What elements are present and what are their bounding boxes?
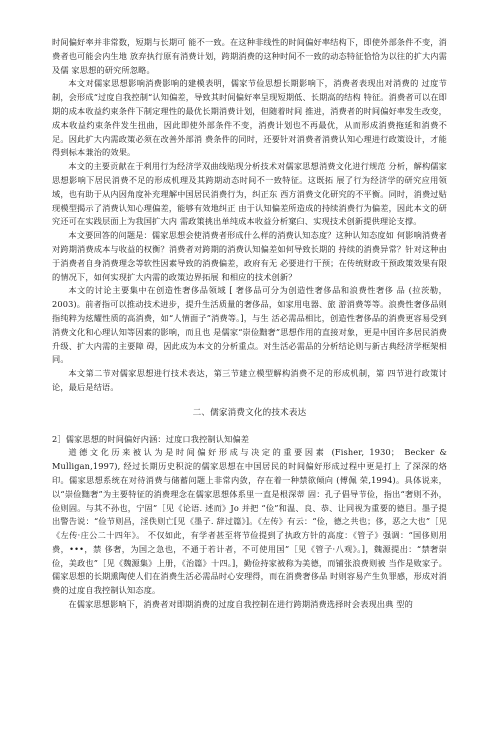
intro-paragraph-1: 本文对儒家思想影响消费影响的建模表明，儒家节俭思想长期影响下，消费者表现出对消费的 过度节制，会形成“过度自我控制“认知偏差，导致其时间偏好率呈现短期低、长期高的结构 特征。消费者可以在即期的成本收益约束条件下制定理性的最优长期消费计划，但随着时间 推进，消费者的时间偏好率发生改变，成本收益约束条件发生扭曲，因此即使外部条件不变，消费计划也不再最优，从而形成消费拖延和消费不足。因此扩大内需政策必须在改善外部消 费条件的同时，还要针对消费者消费认知心理进行政策设计，才能得到标本兼治的效果。 xyxy=(52,78,447,158)
intro-paragraph-3: 本文要回答的问题是：儒家思想会使消费者形成什么样的消费认知态度？这种认知态度如 何影响消费者对跨期消费成本与收益的权衡？消费者对跨期的消费认知偏差如何导致长期的 持续的消费异常？针对这种由于消费者自身消费理念等软性因素导致的消费偏差，政府有无 必要进行干预；在传统财政干预政策效果有限的情况下，如何实现扩大内需的政策边界拓展 和相应的技术创新？ xyxy=(52,230,447,282)
intro-paragraph-0: 时间偏好率并非常数，短期与长期可 能不一致。在这种非线性的时间偏好率结构下，即使外部条件不变，消费者也可能会内生地 放弃执行原有消费计划，跨期消费的这种时间不一致的动态特征恰恰为以往的扩大内需及儒 家思想的研究所忽略。 xyxy=(52,37,447,75)
section-title: 二、儒家消费文化的技术表达 xyxy=(192,407,307,418)
document-page xyxy=(52,36,447,612)
final-paragraph: 在儒家思想影响下，消费者对即期消费的过度自我控制在进行跨期消费选择时会表现出典 型的 xyxy=(68,599,413,610)
body-paragraph-0: 道德文化历来被认为是时间偏好形成与决定的重要因素 (Fisher, 1930； Becker & Mulligan,1997), 经过长期历史积淀的儒家思想在中国居民的时间偏好形成过程中更是打上 了深深的烙印。儒家思想系统在对待消费与储蓄问题上非常内敛，存在着一种禁欲倾向 (傅佩 荣,1994)。具体说来，以“崇俭黜奢”为主要特征的消费理念在儒家思想体系里一直是根深蒂 固：孔子倡导节俭，指出“奢则不孙，俭则固。与其不孙也，宁固”［见《论语. 述而》Jo 并把 “俭”和温、良、恭、让同视为重要的德目。墨子提出警告说：“俭节则昌，淫佚则亡[见《墨子. 辞过篇》]。《左传》有云：“俭，德之共也；侈，恶之大也”［见《左传·庄公二十四年》。 不仅如此，有学者甚至将节俭提到了执政方针的高度：《管子》强调：“国侈则用费，•••，禁 侈奢，为国之急也，不通于若计者，不可使用国”［见《管子·八观》。]，魏源提出：“禁奢崇 俭，美政也”［见《魏源集》上册，《治篇》十四。]，勤俭持家被称为美德，而铺张浪费则被 当作是败家子。儒家思想的长期熏陶使人们在消费生活必需品时心安理得，而在消费奢侈品 时则容易产生负罪感，形成对消费的过度自我控制认知态度。 xyxy=(52,447,447,596)
intro-paragraph-4: 本文的讨论主要集中在创造性奢侈品领域 [ 奢侈品可分为创造性奢侈品和浪费性奢侈 品 (拉茨勒，2003)。前者指可以推动技术进步，提升生活质量的奢侈品，如家用电器、旅 游消费等等。浪费性奢侈品则指纯粹为炫耀性质的高消费，如“人情面子”消费等。]，与生 活必需品相比，创造性奢侈品的消费更容易受到消费文化和心理认知等因素的影响，而且也 是儒家“崇俭黜奢”思想作用的直接对象，更是中国许多居民消费升级、扩大内需的主要障 碍，因此成为本文的分析重点。对生活必需品的分析结论则与新古典经济学框架相同。 xyxy=(52,285,447,365)
subheading: 2］儒家思想的时间偏好内涵：过度口我控制认知偏差 xyxy=(52,433,250,444)
intro-paragraph-5: 本文第二节对儒家思想进行技术表达，第三节建立模型解构消费不足的形成机制，第 四节进行政策讨论，最后是结语。 xyxy=(52,368,447,392)
intro-paragraph-2: 本文的主要贡献在于利用行为经济学双曲线贴现分析技术对儒家思想消费文化进行规范 分析，解构儒家思想影响下居民消费不足的形成机理及其跨期动态时间不一致特征。这既拓 展了行为经济学的研究应用领域，也有助于从内因角度补充理解中国居民消费行为，纠正东 西方消费文化研究的不平衡。同时，消费过贴现模型揭示了消费认知心理偏差，能够有效地纠正 由于认知偏差所造成的持续消费行为偏差，因此本文的研究还可在实践层面上为我国扩大内 需政策挑出单纯成本收益分析窠臼、实现技术创新提供理论支撑。 xyxy=(52,161,447,227)
